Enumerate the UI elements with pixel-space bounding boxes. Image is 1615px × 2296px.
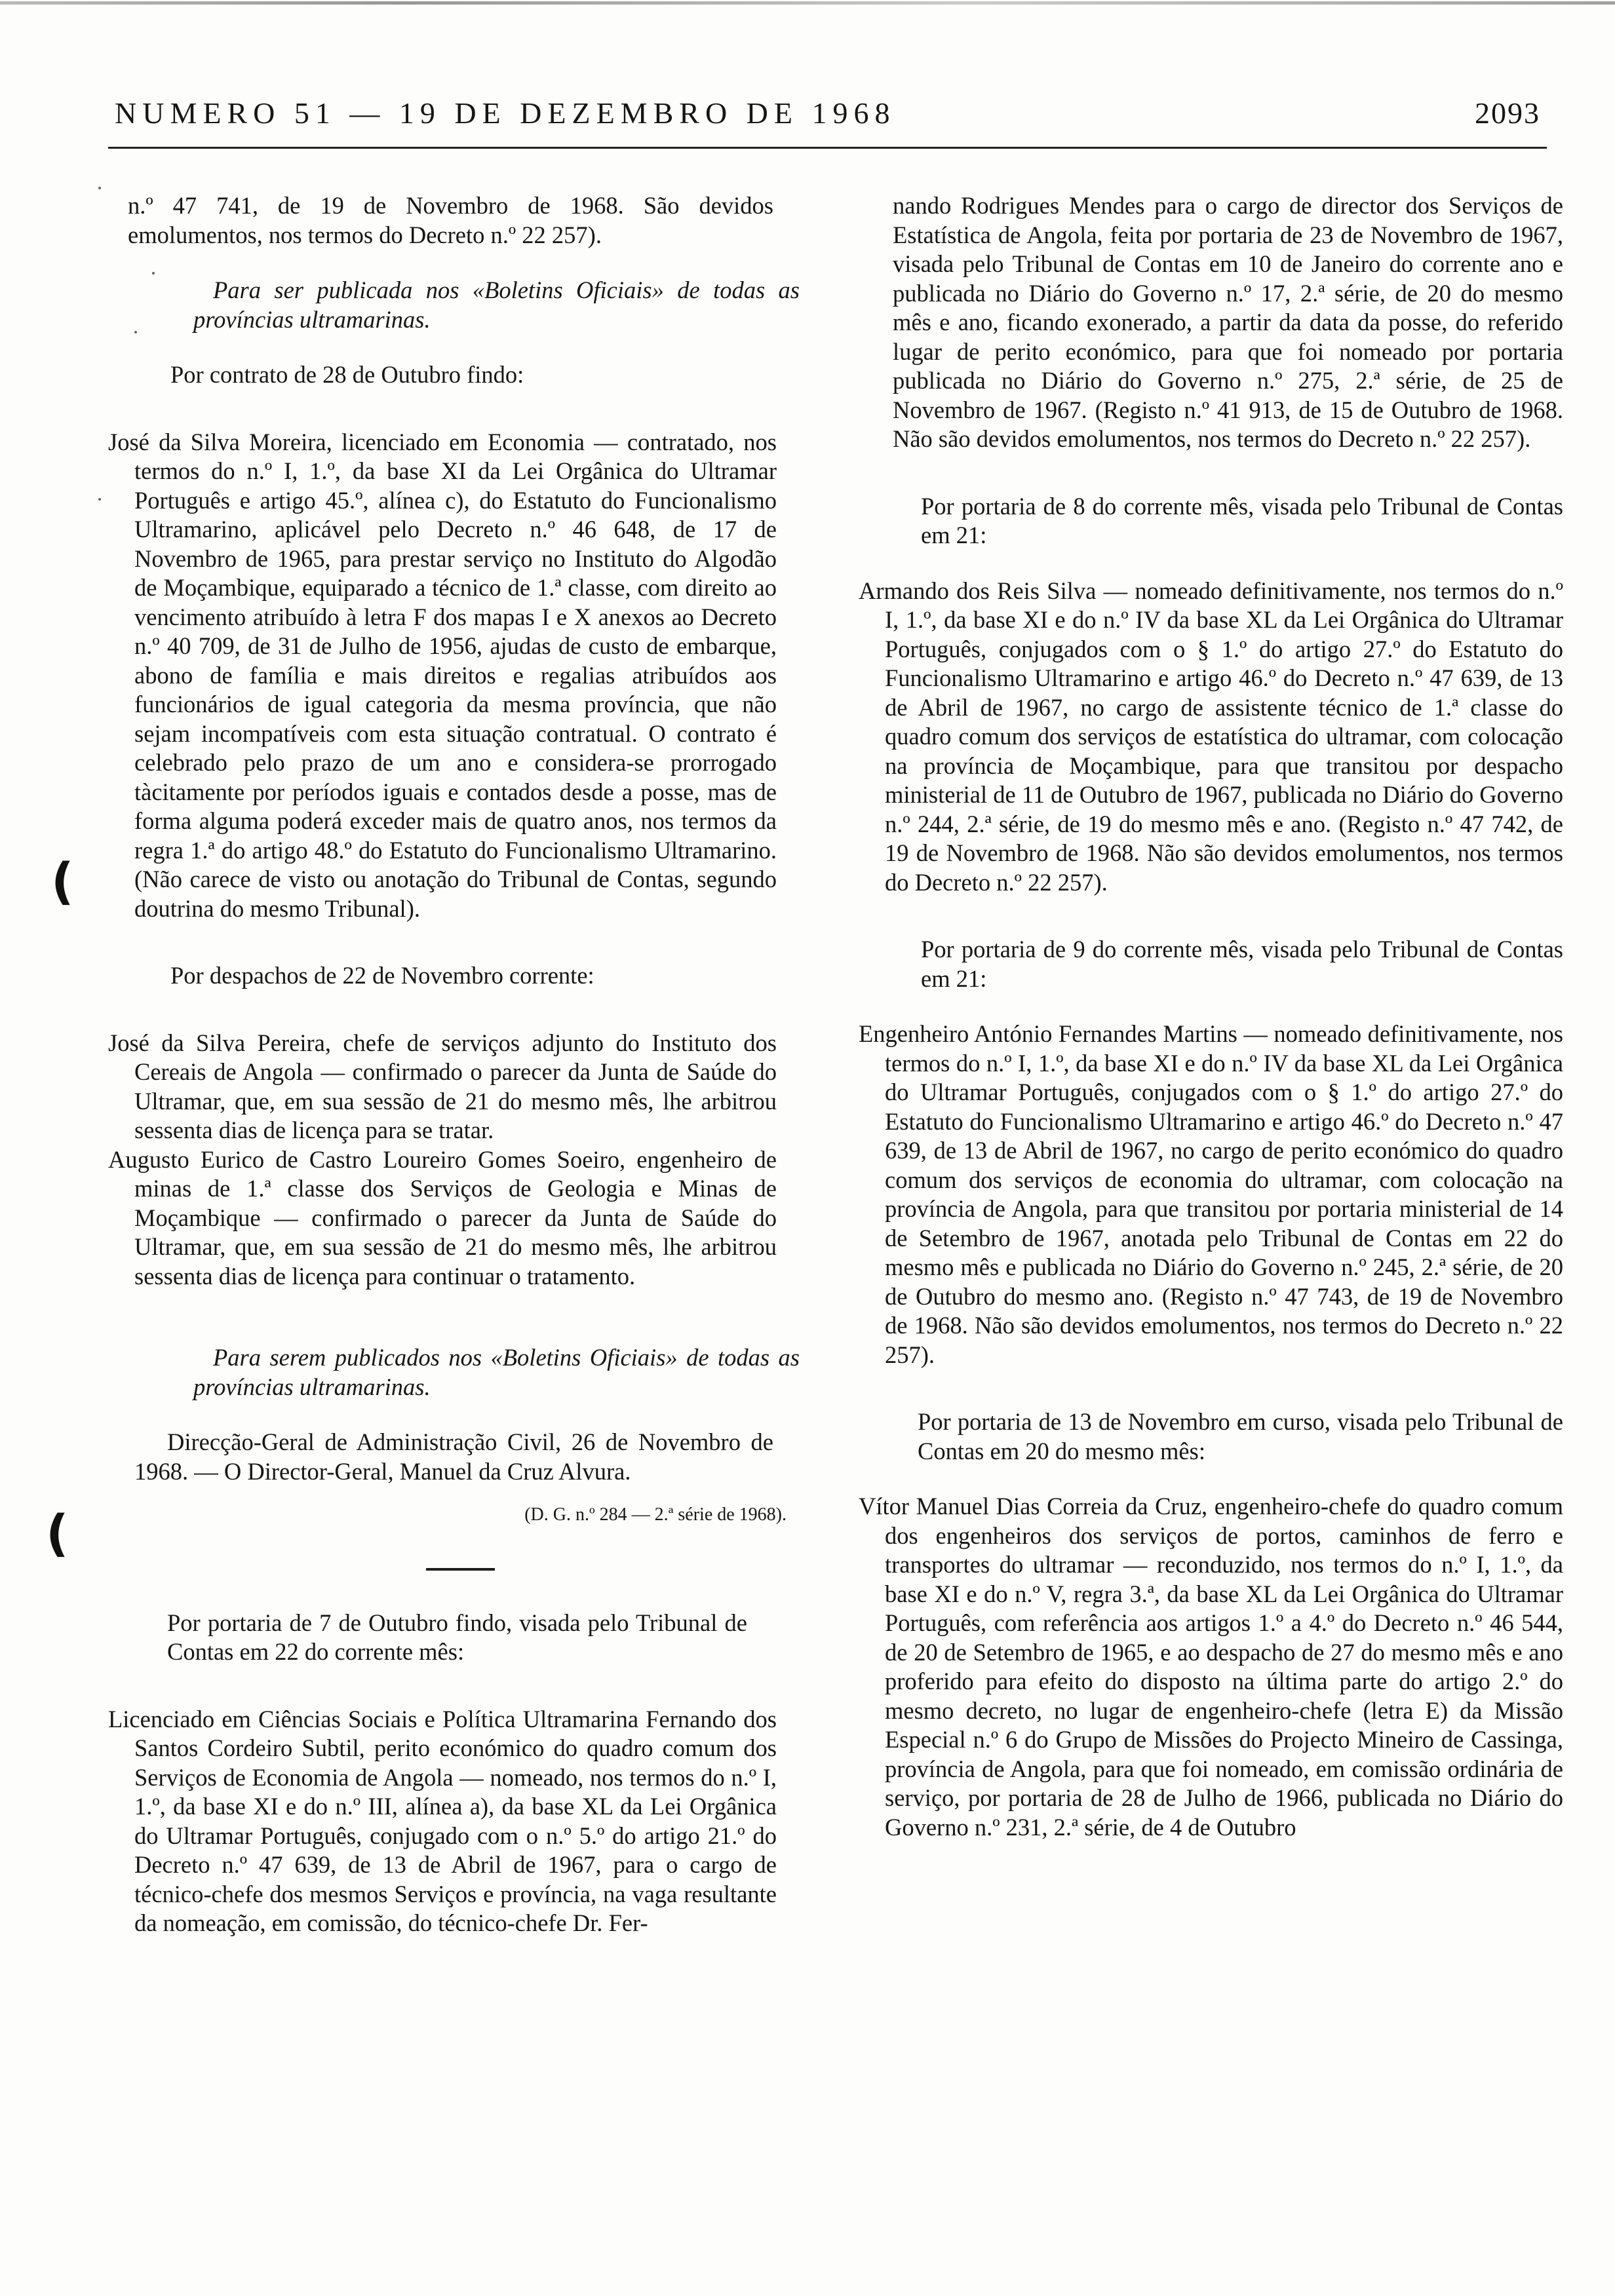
scan-speck	[134, 331, 137, 334]
page-number: 2093	[1475, 96, 1540, 130]
appointment-entry: Vítor Manuel Dias Correia da Cruz, engenheiro-chefe do quadro comum dos engenheiros dos serviços de portos, caminhos de ferro e transportes do ultramar — reconduzido, nos termos do n.º I, 1.º, da base XI e do n.º V, regra 3.ª, da base XL da Lei Orgânica do Ultramar Português, com referência aos artigos 1.º a 4.º do Decreto n.º 46 544, de 20 de Setembro de 1965, e ao despacho de 27 do mesmo mês e ano proferido para efeito do disposto na última parte do artigo 2.º do mesmo decreto, no lugar de engenheiro-chefe (letra E) da Missão Especial n.º 6 do Grupo de Missões do Projecto Mineiro de Cassinga, província de Angola, para que foi nomeado, em comissão ordinária de serviço, por portaria de 28 de Julho de 1966, publicada no Diário do Governo n.º 231, 2.ª série, de 4 de Outubro	[859, 1493, 1563, 1841]
signature-block: Direcção-Geral de Administração Civil, 26 de Novembro de 1968. — O Director-Geral, Manuel da Cruz Alvura.	[134, 1428, 773, 1485]
margin-mark: (	[46, 1504, 69, 1562]
section-intro: Por portaria de 9 do corrente mês, visada pelo Tribunal de Contas em 21:	[921, 936, 1563, 992]
section-intro: Por portaria de 8 do corrente mês, visada pelo Tribunal de Contas em 21:	[921, 492, 1563, 548]
scan-edge-line	[0, 1, 1615, 5]
issue-title: NUMERO 51 — 19 DE DEZEMBRO DE 1968	[115, 96, 896, 130]
appointment-entry: Licenciado em Ciências Sociais e Política Ultramarina Fernando dos Santos Cordeiro Subtil, perito económico do quadro comum dos Serviços de Economia de Angola — nomeado, nos termos do n.º I, 1.º, da base XI e do n.º III, alínea a), da base XL da Lei Orgânica do Ultramar Português, conjugado com o n.º 5.º do artigo 21.º do Decreto n.º 47 639, de 13 de Abril de 1967, para o cargo de técnico-chefe dos mesmos Serviços e província, na vaga resultante da nomeação, em comissão, do técnico-chefe Dr. Fer-	[108, 1705, 777, 1936]
appointment-entry: Engenheiro António Fernandes Martins — nomeado definitivamente, nos termos do n.º I, 1.º, da base XI e do n.º IV da base XL da Lei Orgânica do Ultramar Português, conjugados com o § 1.º do artigo 27.º do Estatuto do Funcionalismo Ultramarino e artigo 46.º do Decreto n.º 47 639, de 13 de Abril de 1967, no cargo de perito económico do quadro comum dos serviços de economia do ultramar, com colocação na província de Angola, para que transitou por portaria ministerial de 14 de Setembro de 1967, anotada pelo Tribunal de Contas em 22 do mesmo mês e publicada no Diário do Governo n.º 245, 2.ª série, de 20 de Outubro do mesmo ano. (Registo n.º 47 743, de 19 de Novembro de 1968. Não são devidos emolumentos, nos termos do Decreto n.º 22 257).	[859, 1020, 1563, 1368]
paragraph-continuation: nando Rodrigues Mendes para o cargo de director dos Serviços de Estatística de Angola, feita por portaria de 23 de Novembro de 1967, visada pelo Tribunal de Contas em 10 de Janeiro do corrente ano e publicada no Diário do Governo n.º 17, 2.ª série, de 20 do mesmo mês e ano, ficando exonerado, a partir da data da posse, do referido lugar de perito económico, para que foi nomeado por portaria publicada no Diário do Governo n.º 275, 2.ª série, de 25 de Novembro de 1967. (Registo n.º 41 913, de 15 de Outubro de 1968. Não são devidos emolumentos, nos termos do Decreto n.º 22 257).	[893, 192, 1563, 452]
publication-note: Para ser publicada nos «Boletins Oficiais» de todas as províncias ultramarinas.	[193, 277, 800, 333]
publication-note: Para serem publicados nos «Boletins Oficiais» de todas as províncias ultramarinas.	[193, 1344, 800, 1400]
scan-speck	[98, 187, 101, 189]
section-intro: Por portaria de 7 de Outubro findo, visada pelo Tribunal de Contas em 22 do corrente mês:	[167, 1609, 747, 1665]
left-column	[108, 191, 813, 1938]
page-header	[115, 90, 1540, 143]
paragraph-continuation: n.º 47 741, de 19 de Novembro de 1968. São devidos emolumentos, nos termos do Decreto n.º 22 257).	[128, 192, 773, 248]
source-reference: (D. G. n.º 284 — 2.ª série de 1968).	[524, 1504, 787, 1525]
appointment-entry: Armando dos Reis Silva — nomeado definitivamente, nos termos do n.º I, 1.º, da base XI e do n.º IV da base XL da Lei Orgânica do Ultramar Português, conjugados com o § 1.º do artigo 27.º do Estatuto do Funcionalismo Ultramarino e artigo 46.º do Decreto n.º 47 639, de 13 de Abril de 1967, no cargo de assistente técnico de 1.ª classe do quadro comum dos serviços de estatística do ultramar, com colocação na província de Moçambique, para que transitou por despacho ministerial de 11 de Outubro de 1967, publicada no Diário do Governo n.º 244, 2.ª série, de 19 do mesmo mês e ano. (Registo n.º 47 742, de 19 de Novembro de 1968. Não são devidos emolumentos, nos termos do Decreto n.º 22 257).	[859, 577, 1563, 896]
appointment-entry: José da Silva Moreira, licenciado em Economia — contratado, nos termos do n.º I, 1.º, da base XI da Lei Orgânica do Ultramar Português e artigo 45.º, alínea c), do Estatuto do Funcionalismo Ultramarino, aplicável pelo Decreto n.º 46 648, de 17 de Novembro de 1965, para prestar serviço no Instituto do Algodão de Moçambique, equiparado a técnico de 1.ª classe, com direito ao vencimento atribuído à letra F dos mapas I e X anexos ao Decreto n.º 40 709, de 31 de Julho de 1956, ajudas de custo de embarque, abono de família e mais direitos e regalias atribuídos aos funcionários de igual categoria da mesma província, que não sejam incompatíveis com esta situação contratual. O contrato é celebrado pelo prazo de um ano e considera-se prorrogado tàcitamente por períodos iguais e contados desde a posse, mas de forma alguma poderá exceder mais de quatro anos, nos termos da regra 1.ª do artigo 48.º do Estatuto do Funcionalismo Ultramarino. (Não carece de visto ou anotação do Tribunal de Contas, segundo doutrina do mesmo Tribunal).	[108, 428, 777, 922]
appointment-entry: José da Silva Pereira, chefe de serviços adjunto do Instituto dos Cereais de Angola — confirmado o parecer da Junta de Saúde do Ultramar, que, em sua sessão de 21 do mesmo mês, lhe arbitrou sessenta dias de licença para se tratar.	[108, 1029, 777, 1143]
header-divider	[108, 147, 1547, 149]
section-intro: Por contrato de 28 de Outubro findo:	[170, 361, 524, 388]
margin-mark: (	[51, 852, 74, 910]
section-intro: Por despachos de 22 de Novembro corrente:	[170, 962, 594, 989]
scan-speck	[98, 498, 101, 501]
right-column	[859, 191, 1563, 1842]
section-intro: Por portaria de 13 de Novembro em curso, visada pelo Tribunal de Contas em 20 do mesmo mês:	[918, 1408, 1563, 1464]
appointment-entry: Augusto Eurico de Castro Loureiro Gomes Soeiro, engenheiro de minas de 1.ª classe dos Serviços de Geologia e Minas de Moçambique — confirmado o parecer da Junta de Saúde do Ultramar, que, em sua sessão de 21 do mesmo mês, lhe arbitrou sessenta dias de licença para continuar o tratamento.	[108, 1145, 777, 1290]
scan-speck	[152, 272, 155, 275]
